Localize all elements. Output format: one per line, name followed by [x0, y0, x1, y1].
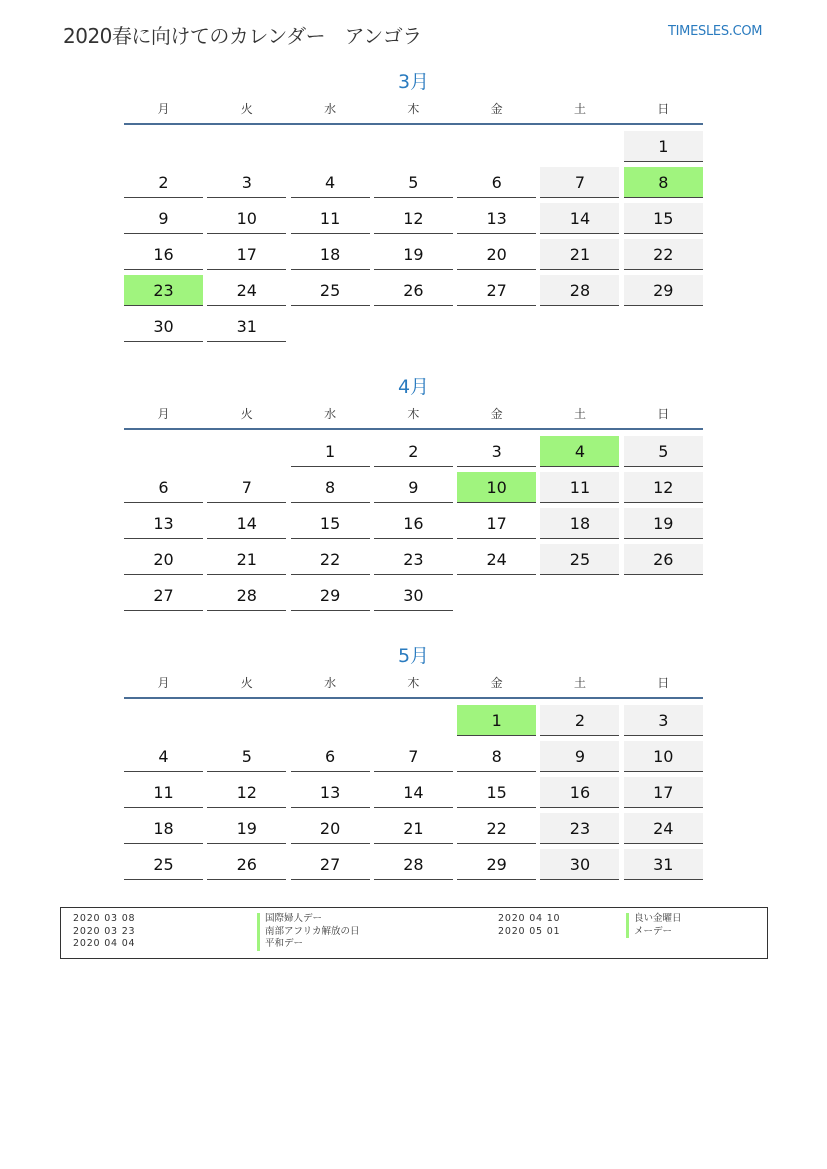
legend-right-names	[626, 913, 682, 938]
month-calendar	[124, 641, 703, 880]
day-cell: 27	[291, 849, 370, 880]
header-divider	[124, 697, 703, 699]
weekday-label: 土	[573, 676, 586, 690]
legend-holiday-name: 平和デー	[257, 938, 360, 951]
day-cell: 8	[291, 472, 370, 503]
weekday-label: 月	[157, 102, 170, 116]
day-grid	[124, 705, 703, 880]
day-cell: 23	[374, 544, 453, 575]
holiday-legend	[60, 907, 768, 959]
day-cell: 21	[540, 239, 619, 270]
day-cell: 26	[624, 544, 703, 575]
empty-cell	[207, 131, 286, 162]
day-cell: 8	[457, 741, 536, 772]
day-cell: 2	[124, 167, 203, 198]
day-cell: 4	[124, 741, 203, 772]
empty-cell	[540, 131, 619, 162]
weekday-label: 木	[407, 676, 420, 690]
legend-holiday-name: 国際婦人デー	[257, 913, 360, 926]
weekday-label: 木	[407, 407, 420, 421]
day-cell: 7	[374, 741, 453, 772]
day-cell: 16	[540, 777, 619, 808]
day-cell: 10	[207, 203, 286, 234]
day-cell: 11	[124, 777, 203, 808]
day-cell: 13	[291, 777, 370, 808]
day-cell: 24	[624, 813, 703, 844]
weekday-label: 火	[240, 407, 253, 421]
day-cell: 9	[124, 203, 203, 234]
day-cell: 6	[124, 472, 203, 503]
day-cell: 5	[374, 167, 453, 198]
day-cell: 13	[457, 203, 536, 234]
day-cell: 3	[457, 436, 536, 467]
day-cell: 5	[624, 436, 703, 467]
day-cell: 24	[457, 544, 536, 575]
month-calendar	[124, 67, 703, 342]
day-grid	[124, 436, 703, 611]
day-cell: 15	[624, 203, 703, 234]
weekday-label: 火	[240, 676, 253, 690]
day-cell: 18	[124, 813, 203, 844]
weekday-header	[124, 671, 703, 697]
day-cell: 7	[540, 167, 619, 198]
day-cell: 22	[291, 544, 370, 575]
day-cell: 10	[624, 741, 703, 772]
day-cell: 1	[291, 436, 370, 467]
day-cell: 17	[457, 508, 536, 539]
day-cell: 20	[291, 813, 370, 844]
day-cell: 31	[207, 311, 286, 342]
day-cell: 9	[374, 472, 453, 503]
page-title: 2020春に向けてのカレンダー アンゴラ	[63, 24, 422, 48]
day-cell: 21	[374, 813, 453, 844]
legend-date: 2020 04 04	[73, 938, 136, 949]
holiday-day-cell: 10	[457, 472, 536, 503]
weekday-label: 金	[490, 102, 503, 116]
weekday-label: 日	[657, 102, 670, 116]
day-cell: 3	[207, 167, 286, 198]
day-cell: 27	[124, 580, 203, 611]
day-cell: 22	[457, 813, 536, 844]
weekday-label: 月	[157, 407, 170, 421]
day-cell: 28	[207, 580, 286, 611]
legend-holiday-name: メーデー	[626, 926, 682, 939]
day-cell: 14	[540, 203, 619, 234]
day-cell: 6	[457, 167, 536, 198]
day-cell: 14	[374, 777, 453, 808]
day-cell: 20	[124, 544, 203, 575]
day-cell: 15	[291, 508, 370, 539]
day-cell: 25	[540, 544, 619, 575]
weekday-label: 木	[407, 102, 420, 116]
day-cell: 24	[207, 275, 286, 306]
empty-cell	[374, 705, 453, 736]
day-cell: 16	[124, 239, 203, 270]
empty-cell	[291, 131, 370, 162]
day-cell: 31	[624, 849, 703, 880]
day-cell: 16	[374, 508, 453, 539]
holiday-day-cell: 23	[124, 275, 203, 306]
day-cell: 18	[540, 508, 619, 539]
empty-cell	[124, 436, 203, 467]
day-cell: 7	[207, 472, 286, 503]
day-cell: 26	[374, 275, 453, 306]
day-cell: 19	[207, 813, 286, 844]
day-cell: 29	[624, 275, 703, 306]
legend-right-dates	[498, 913, 560, 938]
day-cell: 6	[291, 741, 370, 772]
holiday-day-cell: 8	[624, 167, 703, 198]
legend-date: 2020 03 23	[73, 925, 136, 937]
empty-cell	[124, 131, 203, 162]
holiday-day-cell: 4	[540, 436, 619, 467]
day-cell: 11	[540, 472, 619, 503]
weekday-label: 日	[657, 407, 670, 421]
day-cell: 5	[207, 741, 286, 772]
empty-cell	[207, 436, 286, 467]
day-cell: 30	[374, 580, 453, 611]
day-grid	[124, 131, 703, 342]
weekday-label: 金	[490, 676, 503, 690]
legend-date: 2020 04 10	[498, 913, 561, 924]
empty-cell	[374, 131, 453, 162]
empty-cell	[124, 705, 203, 736]
weekday-header	[124, 97, 703, 123]
day-cell: 4	[291, 167, 370, 198]
day-cell: 12	[374, 203, 453, 234]
month-title: 4月	[397, 376, 430, 398]
legend-date: 2020 03 08	[73, 913, 136, 924]
day-cell: 27	[457, 275, 536, 306]
legend-left-dates	[73, 913, 135, 951]
brand-link[interactable]: TIMESLES.COM	[668, 24, 763, 39]
weekday-header	[124, 402, 703, 428]
day-cell: 20	[457, 239, 536, 270]
weekday-label: 水	[324, 102, 337, 116]
empty-cell	[457, 131, 536, 162]
day-cell: 11	[291, 203, 370, 234]
day-cell: 25	[291, 275, 370, 306]
legend-left-names	[257, 913, 360, 951]
day-cell: 15	[457, 777, 536, 808]
day-cell: 13	[124, 508, 203, 539]
day-cell: 1	[624, 131, 703, 162]
day-cell: 12	[624, 472, 703, 503]
day-cell: 2	[540, 705, 619, 736]
empty-cell	[207, 705, 286, 736]
day-cell: 26	[207, 849, 286, 880]
header-divider	[124, 123, 703, 125]
day-cell: 30	[540, 849, 619, 880]
weekday-label: 土	[573, 102, 586, 116]
day-cell: 28	[374, 849, 453, 880]
weekday-label: 日	[657, 676, 670, 690]
legend-holiday-name: 南部アフリカ解放の日	[257, 926, 360, 939]
weekday-label: 火	[240, 102, 253, 116]
month-title: 3月	[397, 71, 430, 93]
weekday-label: 水	[324, 676, 337, 690]
day-cell: 19	[374, 239, 453, 270]
month-calendar	[124, 372, 703, 611]
day-cell: 17	[624, 777, 703, 808]
legend-holiday-name: 良い金曜日	[626, 913, 682, 926]
day-cell: 12	[207, 777, 286, 808]
day-cell: 22	[624, 239, 703, 270]
day-cell: 29	[291, 580, 370, 611]
day-cell: 17	[207, 239, 286, 270]
day-cell: 2	[374, 436, 453, 467]
day-cell: 29	[457, 849, 536, 880]
weekday-label: 土	[573, 407, 586, 421]
day-cell: 30	[124, 311, 203, 342]
weekday-label: 水	[324, 407, 337, 421]
day-cell: 18	[291, 239, 370, 270]
day-cell: 28	[540, 275, 619, 306]
day-cell: 3	[624, 705, 703, 736]
month-title: 5月	[397, 645, 430, 667]
day-cell: 14	[207, 508, 286, 539]
header-divider	[124, 428, 703, 430]
day-cell: 21	[207, 544, 286, 575]
empty-cell	[291, 705, 370, 736]
holiday-day-cell: 1	[457, 705, 536, 736]
legend-date: 2020 05 01	[498, 925, 561, 937]
weekday-label: 月	[157, 676, 170, 690]
day-cell: 25	[124, 849, 203, 880]
day-cell: 23	[540, 813, 619, 844]
day-cell: 9	[540, 741, 619, 772]
day-cell: 19	[624, 508, 703, 539]
weekday-label: 金	[490, 407, 503, 421]
